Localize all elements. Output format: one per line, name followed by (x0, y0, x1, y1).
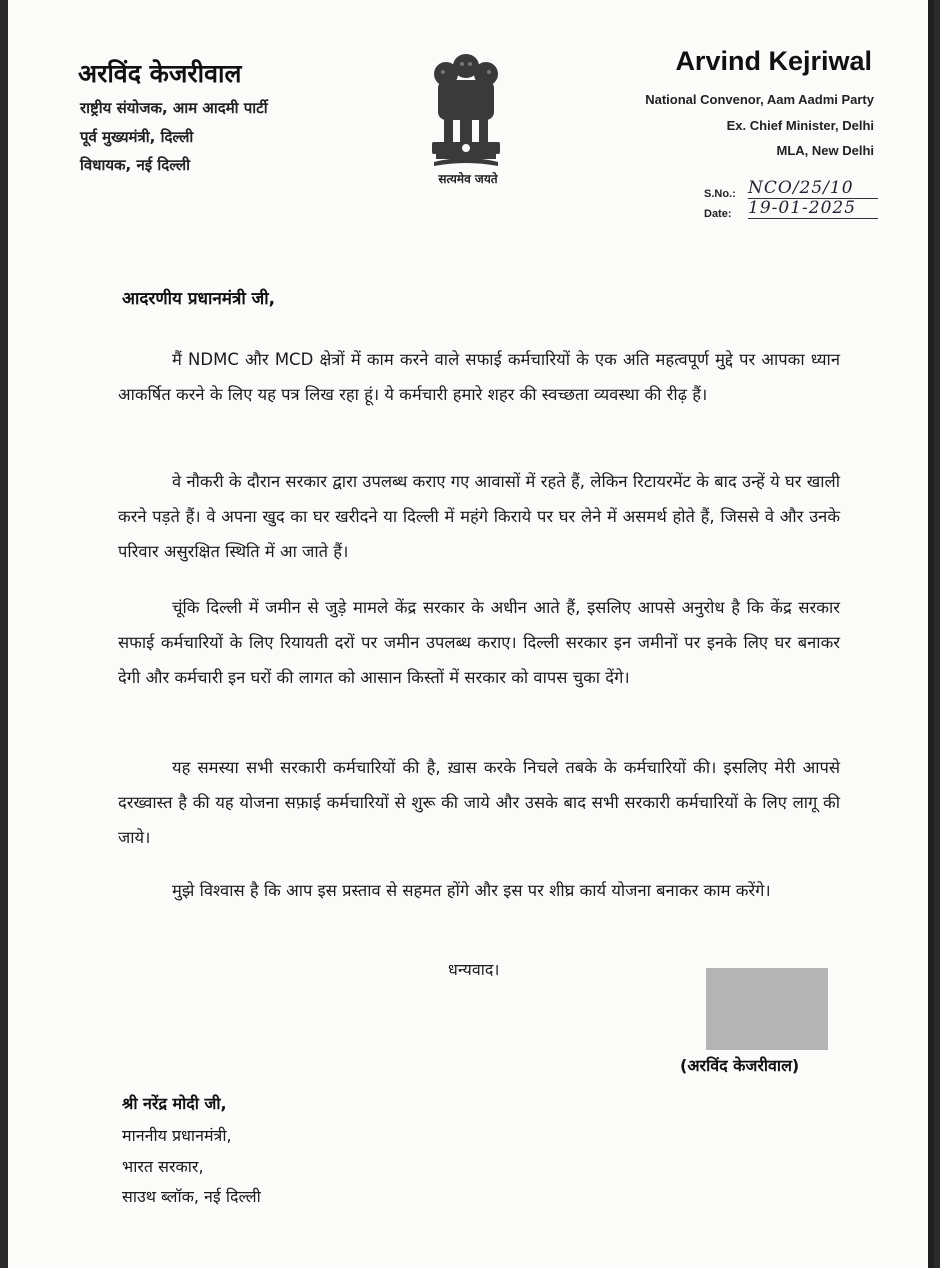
hindi-designation-3: विधायक, नई दिल्ली (80, 156, 191, 174)
serial-number-value: NCO/25/10 (748, 178, 878, 199)
english-designation-2: Ex. Chief Minister, Delhi (726, 118, 874, 133)
hindi-designation-2: पूर्व मुख्यमंत्री, दिल्ली (80, 128, 194, 146)
body-paragraph-1: मैं NDMC और MCD क्षेत्रों में काम करने वाले सफाई कर्मचारियों के एक अति महत्वपूर्ण मुद्दे पर आपका ध्यान आकर्षित करने के लिए यह पत्र लिख रहा हूं। ये कर्मचारी हमारे शहर की स्वच्छता व्यवस्था की रीढ़ हैं। (118, 350, 840, 404)
date-value: 19-01-2025 (748, 198, 878, 219)
emblem-motto: सत्यमेव जयते (438, 172, 498, 186)
page-edge-shadow (928, 0, 934, 1268)
addressee-line-2: माननीय प्रधानमंत्री, (122, 1126, 232, 1145)
salutation: आदरणीय प्रधानमंत्री जी, (122, 289, 276, 309)
body-paragraph-5: मुझे विश्वास है कि आप इस प्रस्ताव से सहमत होंगे और इस पर शीघ्र कार्य योजना बनाकर काम करेंगे। (172, 881, 771, 900)
english-designation-1: National Convenor, Aam Aadmi Party (645, 92, 874, 107)
letter-page (8, 0, 934, 1268)
serial-number-label: S.No.: (704, 188, 736, 200)
date-label: Date: (704, 208, 732, 220)
signatory-name: (अरविंद केजरीवाल) (680, 1056, 800, 1075)
body-paragraph-2: वे नौकरी के दौरान सरकार द्वारा उपलब्ध कराए गए आवासों में रहते हैं, लेकिन रिटायरमेंट के बाद उन्हें ये घर खाली करने पड़ते हैं। वे अपना खुद का घर खरीदने या दिल्ली में महंगे किराये पर घर लेने में असमर्थ होते हैं, जिससे वे और उनके परिवार असुरक्षित स्थिति में आ जाते हैं। (118, 472, 840, 561)
english-designation-3: MLA, New Delhi (776, 143, 874, 158)
redacted-signature (706, 968, 828, 1050)
addressee-line-4: साउथ ब्लॉक, नई दिल्ली (122, 1187, 261, 1206)
body-paragraph-4: यह समस्या सभी सरकारी कर्मचारियों की है, ख़ास करके निचले तबके के कर्मचारियों की। इसलिए मेरी आपसे दरख्वास्त है की यह योजना सफ़ाई कर्मचारियों से शुरू की जाये और उसके बाद सभी सरकारी कर्मचारियों के लिए लागू की जाये। (118, 758, 840, 847)
addressee-name: श्री नरेंद्र मोदी जी, (122, 1094, 227, 1113)
hindi-sender-name: अरविंद केजरीवाल (78, 59, 242, 88)
body-paragraph-3: चूंकि दिल्ली में जमीन से जुड़े मामले केंद्र सरकार के अधीन आते हैं, इसलिए आपसे अनुरोध है कि केंद्र सरकार सफाई कर्मचारियों के लिए रियायती दरों पर जमीन उपलब्ध कराए। दिल्ली सरकार इन जमीनों पर इनके लिए घर बनाकर देगी और कर्मचारी इन घरों की लागत को आसान किस्तों में सरकार को वापस चुका देंगे। (118, 598, 840, 687)
addressee-line-3: भारत सरकार, (122, 1157, 204, 1176)
closing-thanks: धन्यवाद। (448, 960, 500, 979)
national-emblem-icon (424, 50, 508, 172)
english-sender-name: Arvind Kejriwal (675, 46, 872, 76)
hindi-designation-1: राष्ट्रीय संयोजक, आम आदमी पार्टी (80, 99, 268, 117)
